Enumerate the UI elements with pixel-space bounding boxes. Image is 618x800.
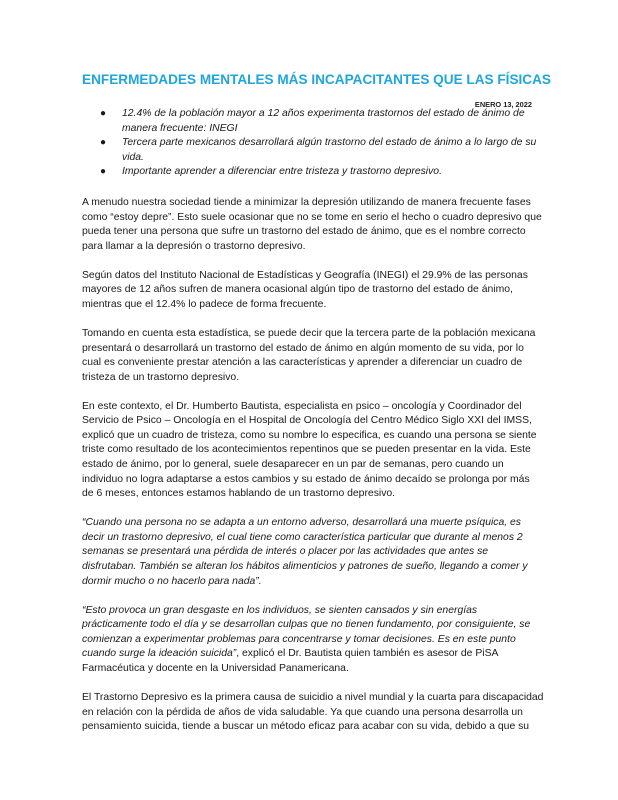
paragraph: A menudo nuestra sociedad tiende a minimizar la depresión utilizando de manera frecuente fases como “estoy depre”. Esto suele ocasionar que no se tome en serio el hecho o cuadro depresivo que pueda tener una persona que sufre un trastorno del estado de ánimo, que es el nombre correcto para llamar a la depresión o trastorno depresivo. xyxy=(82,197,542,252)
bullet-text: Importante aprender a diferenciar entre tristeza y trastorno depresivo. xyxy=(122,166,442,178)
list-item xyxy=(100,107,540,136)
quote-paragraph: “Cuando una persona no se adapta a un entorno adverso, desarrollará una muerte psíquica, es decir un trastorno depresivo, el cual tiene como característica particular que durante al menos 2 semanas se presentará una pérdida de interés o placer por las actividades que antes se disfrutaban. También se alteran los hábitos alimenticios y patrones de sueño, llegando a comer y dormir mucho o no hacerlo para nada”. xyxy=(82,517,528,587)
paragraph: Tomando en cuenta esta estadística, se puede decir que la tercera parte de la población mexicana presentará o desarrollará un trastorno del estado de ánimo en algún momento de su vida, por lo cual es conveniente prestar atención a las características y aprender a diferenciar un cuadro de tristeza de un trastorno depresivo. xyxy=(82,327,536,383)
bullet-text: 12.4% de la población mayor a 12 años experimenta trastornos del estado de ánimo de manera frecuente: INEGI xyxy=(122,108,525,134)
article-date: ENERO 13, 2022 xyxy=(474,100,532,109)
attribution-text: , explicó el Dr. Bautista quien también es asesor de PiSA Farmacéutica y docente en la Universidad Panamericana. xyxy=(82,648,498,674)
paragraph: El Trastorno Depresivo es la primera causa de suicidio a nivel mundial y la cuarta para discapacidad en relación con la pérdida de años de vida saludable. Ya que cuando una persona desarrolla un pensamiento suicida, tiende a buscar un método eficaz para acabar con su vida, debido a que su xyxy=(82,691,544,733)
article-title: ENFERMEDADES MENTALES MÁS INCAPACITANTES QUE LAS FÍSICAS xyxy=(82,72,552,87)
bullet-icon: ● xyxy=(100,108,107,119)
highlights-list xyxy=(100,107,540,180)
bullet-text: Tercera parte mexicanos desarrollará algún trastorno del estado de ánimo a lo largo de su vida. xyxy=(122,137,537,163)
list-item xyxy=(100,136,540,165)
quote-paragraph xyxy=(82,604,544,677)
paragraph: Según datos del Instituto Nacional de Estadísticas y Geografía (INEGI) el 29.9% de las personas mayores de 12 años sufren de manera ocasional algún tipo de trastorno del estado de ánimo, mientras que el 12.4% lo padece de forma frecuente. xyxy=(82,269,528,310)
paragraph: En este contexto, el Dr. Humberto Bautista, especialista en psico – oncología y Coordinador del Servicio de Psico – Oncología en el Hospital de Oncología del Centro Médico Siglo XXI del IMSS, explicó que un cuadro de tristeza, como su nombre lo especifica, es cuando una persona se siente triste como resultado de los acontecimientos repentinos que se pueden presentar en la vida. Este estado de ánimo, por lo general, suele desaparecer en un par de semanas, pero cuando un individuo no logra adaptarse a estos cambios y su estado de ánimo decaído se prolonga por más de 6 meses, entonces estamos hablando de un trastorno depresivo. xyxy=(82,400,537,500)
article-body xyxy=(82,196,544,749)
list-item xyxy=(100,165,540,180)
bullet-icon: ● xyxy=(100,137,107,149)
quote-text: “Esto provoca un gran desgaste en los individuos, se sienten cansados y sin energías prácticamente todo el día y se desarrollan culpas que no tienen fundamento, por consiguiente, se comienzan a experimentar problemas para concentrarse y tomar decisiones. Es en este punto cuando surge la ideación suicida” xyxy=(82,604,531,660)
bullet-icon: ● xyxy=(100,166,107,178)
